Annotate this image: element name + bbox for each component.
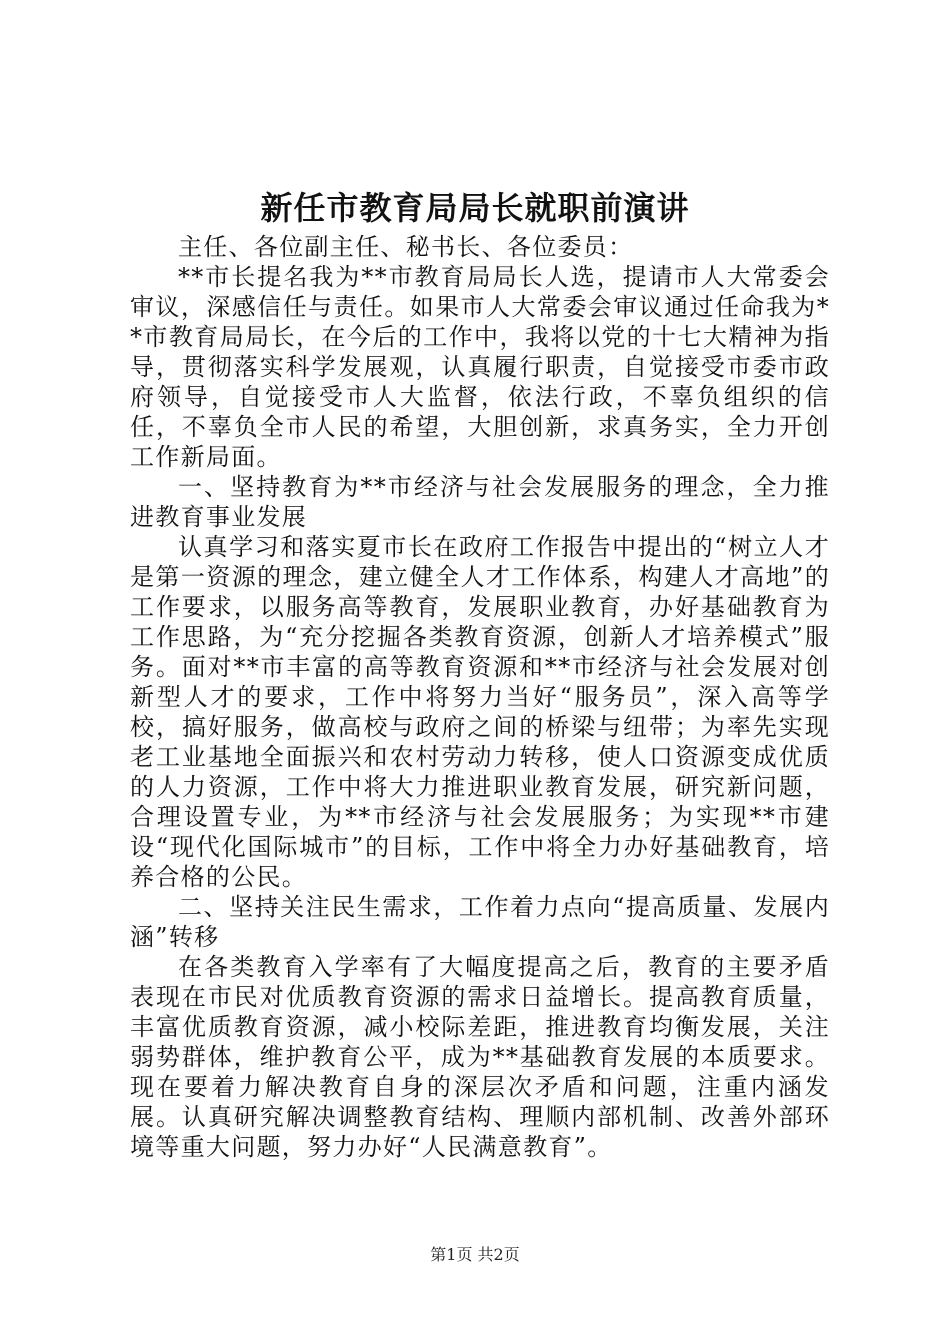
section-1-paragraph: 认真学习和落实夏市长在政府工作报告中提出的“树立人才是第一资源的理念，建立健全人才工作体系，构建人才高地”的工作要求，以服务高等教育，发展职业教育，办好基础教育为工作思路，为“充分挖掘各类教育资源，创新人才培养模式”服务。面对**市丰富的高等教育资源和**市经济与社会发展对创新型人才的要求，工作中将努力当好“服务员”，深入高等学校，搞好服务，做高校与政府之间的桥梁与纽带；为率先实现老工业基地全面振兴和农村劳动力转移，使人口资源变成优质的人力资源，工作中将大力推进职业教育发展，研究新问题，合理设置专业，为**市经济与社会发展服务；为实现**市建设“现代化国际城市”的目标，工作中将全力办好基础教育，培养合格的公民。 — [130, 533, 830, 891]
page-number: 第1页 共2页 — [430, 1245, 520, 1264]
intro-paragraph: **市长提名我为**市教育局局长人选，提请市人大常委会审议，深感信任与责任。如果市人大常委会审议通过任命我为**市教育局局长，在今后的工作中，我将以党的十七大精神为指导，贯彻落实科学发展观，认真履行职责，自觉接受市委市政府领导，自觉接受市人大监督，依法行政，不辜负组织的信任，不辜负全市人民的希望，大胆创新，求真务实，全力开创工作新局面。 — [130, 263, 830, 471]
document-title: 新任市教育局局长就职前演讲 — [260, 189, 690, 227]
section-heading-1: 一、坚持教育为**市经济与社会发展服务的理念，全力推进教育事业发展 — [130, 473, 830, 531]
section-2-paragraph: 在各类教育入学率有了大幅度提高之后，教育的主要矛盾表现在市民对优质教育资源的需求日益增长。提高教育质量，丰富优质教育资源，减小校际差距，推进教育均衡发展，关注弱势群体，维护教育公平，成为**基础教育发展的本质要求。现在要着力解决教育自身的深层次矛盾和问题，注重内涵发展。认真研究解决调整教育结构、理顺内部机制、改善外部环境等重大问题，努力办好“人民满意教育”。 — [130, 953, 830, 1161]
section-heading-2: 二、坚持关注民生需求，工作着力点向“提高质量、发展内涵”转移 — [130, 893, 830, 951]
salutation-paragraph: 主任、各位副主任、秘书长、各位委员： — [178, 233, 634, 261]
document-body — [130, 232, 830, 1162]
